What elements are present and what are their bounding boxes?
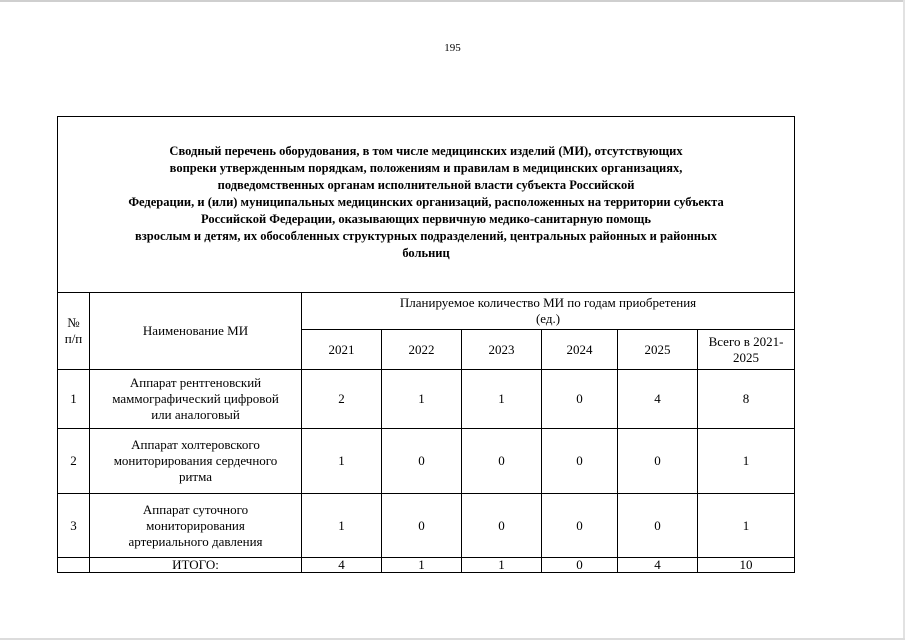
title-line: Российской Федерации, оказывающих первичную медико-санитарную помощь	[201, 212, 651, 226]
header-row-1	[58, 293, 795, 330]
header-num-line: п/п	[64, 331, 83, 346]
title-row	[58, 117, 795, 293]
row-name-line: мониторирования	[146, 517, 245, 533]
header-planned-line: (ед.)	[535, 311, 561, 326]
scan-edge-top	[0, 0, 905, 2]
row-name-line: артериального давления	[128, 533, 263, 549]
totals-value: 4	[302, 558, 382, 573]
totals-value: 0	[542, 558, 618, 573]
row-value: 0	[542, 494, 618, 558]
row-value: 0	[618, 429, 698, 494]
row-value: 1	[302, 494, 382, 558]
title-line: подведомственных органам исполнительной власти субъекта Российской	[217, 178, 635, 192]
row-value: 0	[542, 429, 618, 494]
header-num-line: №	[67, 315, 80, 330]
title-line: взрослым и детям, их обособленных структурных подразделений, центральных районных и районных	[134, 229, 718, 243]
row-name	[90, 429, 302, 494]
row-num: 1	[58, 370, 90, 429]
row-value: 0	[382, 494, 462, 558]
row-name-line: ритма	[178, 469, 213, 484]
title-line: Сводный перечень оборудования, в том числе медицинских изделий (МИ), отсутствующих	[169, 144, 683, 158]
header-num	[58, 293, 90, 370]
row-name-line: Аппарат рентгеновский	[129, 375, 262, 390]
row-name-line: мониторирования сердечного	[113, 453, 278, 468]
header-year: 2022	[382, 330, 462, 370]
row-name-line: или аналоговый	[151, 407, 240, 422]
row-value: 2	[302, 370, 382, 429]
row-total: 1	[698, 429, 795, 494]
totals-num-empty	[58, 558, 90, 573]
row-value: 0	[618, 494, 698, 558]
table-row	[58, 370, 795, 429]
totals-label: ИТОГО:	[90, 558, 302, 573]
row-name-line: Аппарат суточного	[142, 501, 249, 517]
title-line: Федерации, и (или) муниципальных медицинских организаций, расположенных на территории субъекта	[128, 195, 724, 209]
row-name-line: Аппарат холтеровского	[131, 437, 260, 452]
table-row	[58, 429, 795, 494]
row-name	[90, 494, 302, 558]
equipment-summary-table	[57, 116, 795, 573]
header-total-line: Всего в 2021-	[708, 333, 784, 349]
row-value: 1	[462, 370, 542, 429]
row-value: 0	[462, 429, 542, 494]
totals-value: 1	[382, 558, 462, 573]
row-value: 1	[382, 370, 462, 429]
row-num: 3	[58, 494, 90, 558]
header-total-line: 2025	[733, 349, 760, 365]
row-name	[90, 370, 302, 429]
header-name: Наименование МИ	[90, 293, 302, 370]
header-planned	[302, 293, 795, 330]
totals-value: 1	[462, 558, 542, 573]
row-total: 1	[698, 494, 795, 558]
header-total	[698, 330, 795, 370]
row-value: 0	[382, 429, 462, 494]
title-line: вопреки утвержденным порядкам, положениям и правилам в медицинских организациях,	[169, 161, 683, 175]
header-year: 2023	[462, 330, 542, 370]
title-line: больниц	[402, 246, 450, 260]
row-value: 1	[302, 429, 382, 494]
totals-grand-total: 10	[698, 558, 795, 573]
table-title	[58, 117, 795, 293]
row-num: 2	[58, 429, 90, 494]
table-row	[58, 494, 795, 558]
row-value: 0	[542, 370, 618, 429]
header-planned-line: Планируемое количество МИ по годам приобретения	[399, 295, 697, 310]
totals-row	[58, 558, 795, 573]
totals-value: 4	[618, 558, 698, 573]
header-year: 2024	[542, 330, 618, 370]
row-value: 4	[618, 370, 698, 429]
header-year: 2025	[618, 330, 698, 370]
header-year: 2021	[302, 330, 382, 370]
page-number: 195	[444, 42, 461, 54]
row-name-line: маммографический цифровой	[112, 391, 279, 406]
row-value: 0	[462, 494, 542, 558]
row-total: 8	[698, 370, 795, 429]
